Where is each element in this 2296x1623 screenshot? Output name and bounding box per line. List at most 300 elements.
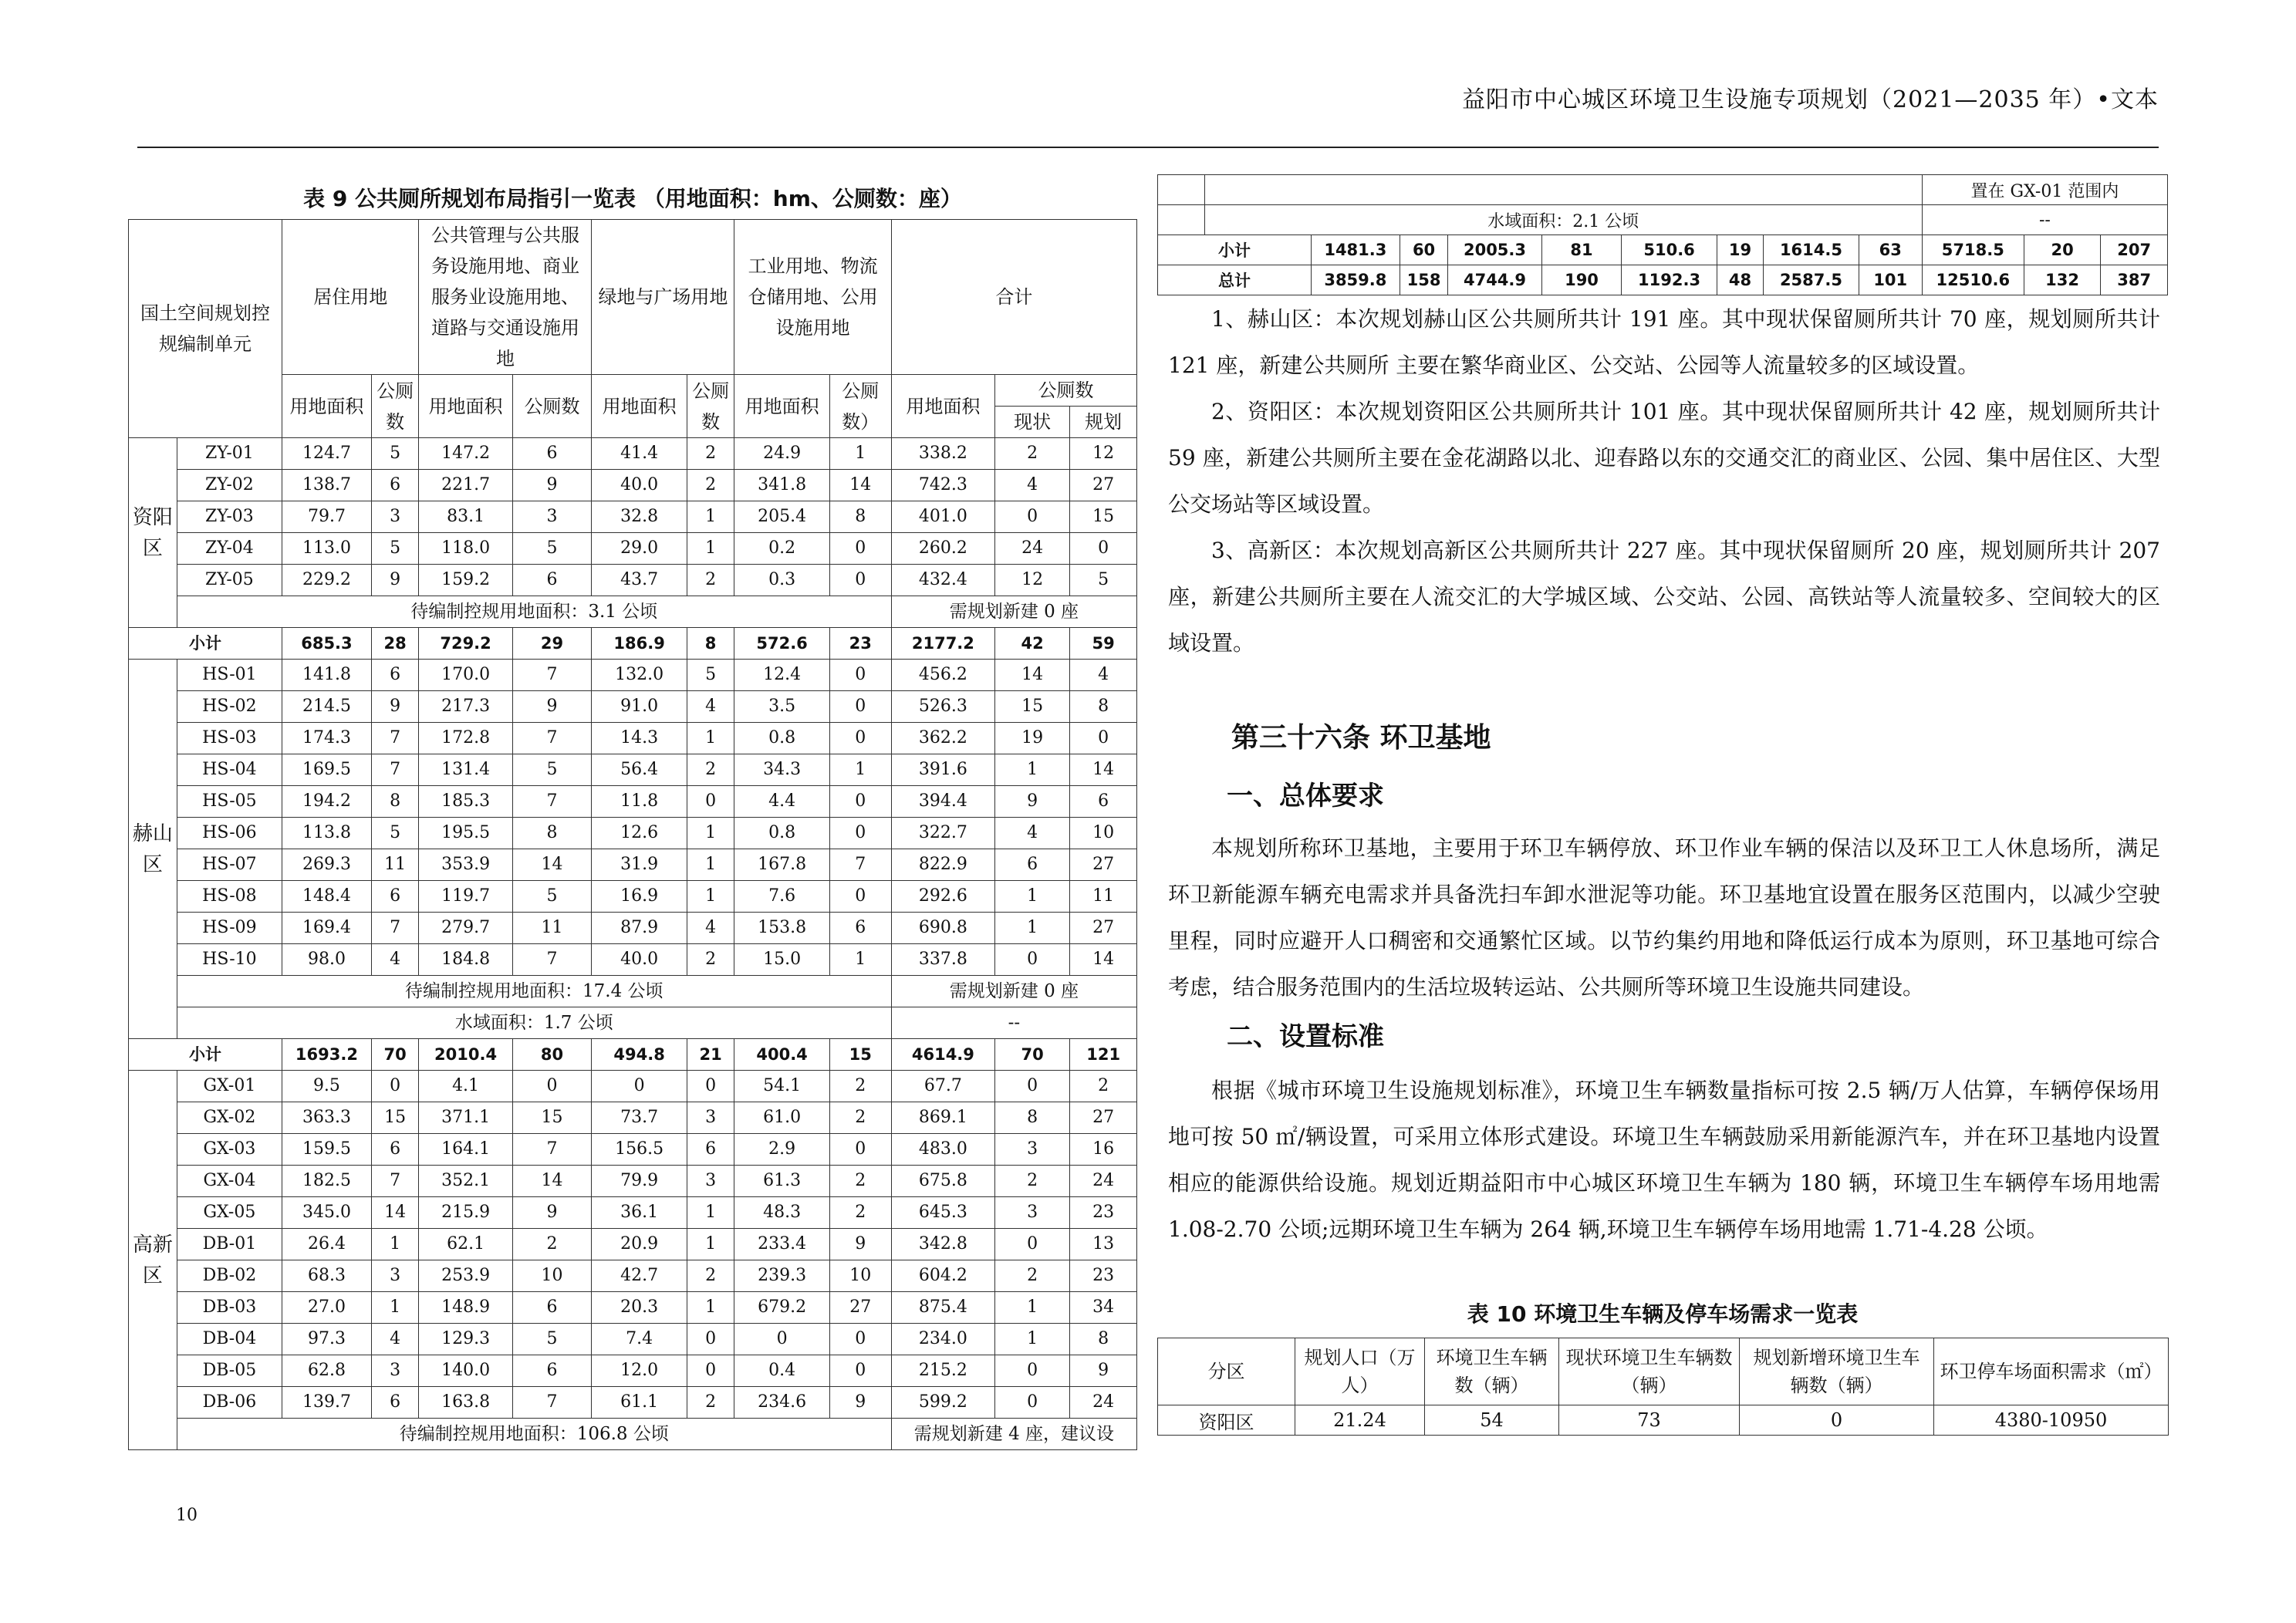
table-cell: 2 [687, 1260, 734, 1292]
table-cell: 19 [1717, 235, 1764, 265]
table-cell: 1 [994, 754, 1069, 786]
unit-code: HS-09 [177, 913, 282, 944]
table-cell: 34.3 [734, 754, 829, 786]
table-cell: 62.8 [282, 1355, 372, 1387]
header-toilets: 公厕数 [687, 375, 734, 438]
table-cell: 27 [1070, 1102, 1137, 1134]
table-cell: 129.3 [419, 1324, 512, 1355]
table-cell: 2177.2 [891, 628, 994, 660]
table-cell: 253.9 [419, 1260, 512, 1292]
unit-code: ZY-03 [177, 501, 282, 533]
unit-code: DB-05 [177, 1355, 282, 1387]
table-cell: 2 [687, 754, 734, 786]
header-total-toilets: 公厕数 [994, 375, 1136, 407]
table-cell: 353.9 [419, 849, 512, 881]
table-cell: 0 [512, 1071, 592, 1102]
table-cell: 2 [687, 1387, 734, 1419]
table-cell: 6 [371, 881, 419, 913]
table-cell: 3 [687, 1102, 734, 1134]
table-cell: 27 [829, 1292, 891, 1324]
table-cell: 456.2 [891, 660, 994, 691]
table-cell: 4744.9 [1448, 265, 1541, 295]
table-cell: 0 [687, 1071, 734, 1102]
table-cell: 9.5 [282, 1071, 372, 1102]
table-cell: 0 [829, 533, 891, 565]
table-cell: 239.3 [734, 1260, 829, 1292]
table-cell: 61.3 [734, 1166, 829, 1197]
table-cell: 0 [829, 691, 891, 723]
table-cell: 4 [994, 818, 1069, 849]
table-cell: 7 [371, 754, 419, 786]
table-cell: 0 [994, 1229, 1069, 1260]
table-cell: 0 [829, 786, 891, 818]
note-right: 需规划新建 0 座 [891, 976, 1136, 1007]
table-cell: 27 [1070, 470, 1137, 501]
table-cell: 0.3 [734, 565, 829, 596]
unit-code: DB-01 [177, 1229, 282, 1260]
table-cell: 8 [829, 501, 891, 533]
section-title-general: 一、总体要求 [1227, 781, 1384, 812]
table-cell: 1 [829, 754, 891, 786]
table-cell: 32.8 [592, 501, 687, 533]
subtotal-row [129, 1039, 1137, 1071]
table-cell: 0.8 [734, 723, 829, 754]
paragraph-ziyang: 2、资阳区：本次规划资阳区公共厕所共计 101 座。其中现状保留厕所共计 42 座，规划厕所共计 59 座，新建公共厕所主要在金花湖路以北、迎春路以东的交通交汇的商业区、公园、集中居住区、大型公交场站等区域设置。 [1168, 399, 2160, 517]
table-cell: 139.7 [282, 1387, 372, 1419]
table10-header: 环卫停车场面积需求（㎡） [1934, 1338, 2169, 1405]
table-cell: 3859.8 [1312, 265, 1400, 295]
header-unit: 国土空间规划控规编制单元 [129, 220, 282, 438]
table-cell: 60 [1400, 235, 1448, 265]
table-cell: 159.2 [419, 565, 512, 596]
district-cell: 高新区 [129, 1071, 177, 1450]
table-cell: 5 [371, 818, 419, 849]
table-cell: 81 [1541, 235, 1622, 265]
table-cell: 8 [512, 818, 592, 849]
table-cell: 61.1 [592, 1387, 687, 1419]
unit-code: HS-07 [177, 849, 282, 881]
table-cell: 158 [1400, 265, 1448, 295]
table-cell: 113.8 [282, 818, 372, 849]
header-toilets: 公厕数 [371, 375, 419, 438]
subtotal-label: 小计 [129, 1039, 282, 1071]
table-cell: 1 [687, 1292, 734, 1324]
table-cell: 0 [994, 944, 1069, 976]
table10-header: 分区 [1158, 1338, 1295, 1405]
table-cell: 5 [512, 533, 592, 565]
table-cell: 0 [1740, 1405, 1934, 1436]
note-row [129, 1419, 1137, 1450]
table-cell: 8 [994, 1102, 1069, 1134]
table-cell: 1 [829, 944, 891, 976]
table-cell: 214.5 [282, 691, 372, 723]
table-cell: 113.0 [282, 533, 372, 565]
table-cell: 101 [1859, 265, 1922, 295]
unit-code: GX-03 [177, 1134, 282, 1166]
table-row [129, 533, 1137, 565]
table-cell: 363.3 [282, 1102, 372, 1134]
unit-code: HS-05 [177, 786, 282, 818]
table-cell: 822.9 [891, 849, 994, 881]
table-cell: 394.4 [891, 786, 994, 818]
table-cell: 4.4 [734, 786, 829, 818]
table-row [1158, 1405, 2169, 1436]
table-cell: 2 [512, 1229, 592, 1260]
table-cell: 2 [994, 1166, 1069, 1197]
unit-code: DB-04 [177, 1324, 282, 1355]
table-cell: 7.6 [734, 881, 829, 913]
header-area: 用地面积 [592, 375, 687, 438]
table-cell: 132.0 [592, 660, 687, 691]
table-cell: 10 [829, 1260, 891, 1292]
table-cell: 3 [994, 1134, 1069, 1166]
table-cell: 159.5 [282, 1134, 372, 1166]
table-cell: 12 [994, 565, 1069, 596]
table-cell: 170.0 [419, 660, 512, 691]
table-cell: 14 [1070, 754, 1137, 786]
table-cell: 70 [371, 1039, 419, 1071]
table-cell: 400.4 [734, 1039, 829, 1071]
table-row [129, 470, 1137, 501]
table-cell: 54 [1425, 1405, 1559, 1436]
table-cell: 16 [1070, 1134, 1137, 1166]
table-cell: 675.8 [891, 1166, 994, 1197]
table-cell: 2 [994, 1260, 1069, 1292]
table-cell: 0 [829, 660, 891, 691]
table-cell: 6 [371, 1387, 419, 1419]
table-cell: 1693.2 [282, 1039, 372, 1071]
table-cell: 362.2 [891, 723, 994, 754]
table-cell: 13 [1070, 1229, 1137, 1260]
unit-code: ZY-05 [177, 565, 282, 596]
table-cell: 7 [371, 1166, 419, 1197]
table-cell: 9 [994, 786, 1069, 818]
table-cell: 7 [512, 1134, 592, 1166]
table-cell: 185.3 [419, 786, 512, 818]
table-cell: 0 [829, 565, 891, 596]
table-row [129, 1229, 1137, 1260]
note-right: 需规划新建 0 座 [891, 596, 1136, 628]
table-cell: 4 [371, 944, 419, 976]
unit-code: HS-01 [177, 660, 282, 691]
table-cell: 23 [1070, 1260, 1137, 1292]
table-cell: 174.3 [282, 723, 372, 754]
table-cell: 0.8 [734, 818, 829, 849]
table-cell: 14 [512, 849, 592, 881]
table-cell: 1481.3 [1312, 235, 1400, 265]
header-residential: 居住用地 [282, 220, 419, 375]
table-row [129, 944, 1137, 976]
table-cell: 153.8 [734, 913, 829, 944]
table-cell: 167.8 [734, 849, 829, 881]
table-cell: 48 [1717, 265, 1764, 295]
table-cell: 34 [1070, 1292, 1137, 1324]
table-cell: 4 [994, 470, 1069, 501]
table-cell: 5 [687, 660, 734, 691]
unit-code: DB-02 [177, 1260, 282, 1292]
table-cell: 147.2 [419, 438, 512, 470]
table-cell: 2005.3 [1448, 235, 1541, 265]
table-cell: 27 [1070, 849, 1137, 881]
table-cell: 36.1 [592, 1197, 687, 1229]
table-row [129, 1197, 1137, 1229]
header-area: 用地面积 [419, 375, 512, 438]
table-cell: 87.9 [592, 913, 687, 944]
table-cell: 205.4 [734, 501, 829, 533]
table-row [129, 723, 1137, 754]
table-cell: 1 [994, 881, 1069, 913]
header-toilets: 公厕数 [512, 375, 592, 438]
table-cell: 352.1 [419, 1166, 512, 1197]
table-row [129, 501, 1137, 533]
table-cell: 12.4 [734, 660, 829, 691]
table-cell: 260.2 [891, 533, 994, 565]
table-cell: 6 [1070, 786, 1137, 818]
table-cell: 5 [371, 438, 419, 470]
table-cell: 118.0 [419, 533, 512, 565]
table-cell: 391.6 [891, 754, 994, 786]
table-cell: 0 [1070, 723, 1137, 754]
table-row [129, 913, 1137, 944]
unit-code: GX-05 [177, 1197, 282, 1229]
unit-code: GX-04 [177, 1166, 282, 1197]
table-cell: 1614.5 [1764, 235, 1859, 265]
unit-code: HS-10 [177, 944, 282, 976]
table-cell: 131.4 [419, 754, 512, 786]
table-cell: 2 [1070, 1071, 1137, 1102]
table-cell: 21 [687, 1039, 734, 1071]
table-cell: 63 [1859, 235, 1922, 265]
table-cell: 9 [1070, 1355, 1137, 1387]
table-cell: 322.7 [891, 818, 994, 849]
table-cell: 182.5 [282, 1166, 372, 1197]
table-cell: 5 [512, 754, 592, 786]
table-cell: 19 [994, 723, 1069, 754]
table-row [129, 1071, 1137, 1102]
table-cell: 0 [687, 1355, 734, 1387]
unit-code: GX-01 [177, 1071, 282, 1102]
table-cell: 279.7 [419, 913, 512, 944]
table9-caption: 表 9 公共厕所规划布局指引一览表 （用地面积：hm、公厕数：座） [303, 186, 962, 211]
note-left: 待编制控规用地面积：3.1 公顷 [177, 596, 891, 628]
table-cell: 42.7 [592, 1260, 687, 1292]
table9-note-right: 置在 GX-01 范围内 [1922, 175, 2167, 205]
table-cell: 4.1 [419, 1071, 512, 1102]
table-cell: 2010.4 [419, 1039, 512, 1071]
table-cell: 7 [512, 944, 592, 976]
table-cell: 371.1 [419, 1102, 512, 1134]
table-cell: 资阳区 [1158, 1405, 1295, 1436]
table-cell: 215.9 [419, 1197, 512, 1229]
table-cell: 9 [371, 691, 419, 723]
table-cell: 869.1 [891, 1102, 994, 1134]
table-cell: 16.9 [592, 881, 687, 913]
table-cell: 6 [371, 470, 419, 501]
table-cell: 21.24 [1295, 1405, 1425, 1436]
table-cell: 70 [994, 1039, 1069, 1071]
table-cell: 73.7 [592, 1102, 687, 1134]
table-cell: 234.0 [891, 1324, 994, 1355]
table10 [1157, 1338, 2169, 1436]
table-cell: 7 [512, 660, 592, 691]
subtotal-row [129, 628, 1137, 660]
table-cell: 0 [994, 501, 1069, 533]
table-cell: 24 [1070, 1166, 1137, 1197]
table-cell: 3 [994, 1197, 1069, 1229]
table-cell: 221.7 [419, 470, 512, 501]
table-cell: 729.2 [419, 628, 512, 660]
table-cell: 0 [687, 1324, 734, 1355]
table-cell: 68.3 [282, 1260, 372, 1292]
page-number: 10 [176, 1506, 198, 1525]
table-cell: 2587.5 [1764, 265, 1859, 295]
table-cell: 40.0 [592, 944, 687, 976]
table9-water-right: -- [1922, 205, 2167, 235]
table-cell: 141.8 [282, 660, 372, 691]
table-cell: 79.7 [282, 501, 372, 533]
note-left: 待编制控规用地面积：17.4 公顷 [177, 976, 891, 1007]
note-left: 待编制控规用地面积：106.8 公顷 [177, 1419, 891, 1450]
table-cell: 15 [512, 1102, 592, 1134]
table9-continued [1157, 174, 2168, 295]
header-industrial: 工业用地、物流仓储用地、公用设施用地 [734, 220, 891, 375]
unit-code: GX-02 [177, 1102, 282, 1134]
table-cell: 148.4 [282, 881, 372, 913]
table-cell: 12.6 [592, 818, 687, 849]
table-row [129, 1102, 1137, 1134]
table-cell: 337.8 [891, 944, 994, 976]
table-cell: 8 [687, 628, 734, 660]
table9-note-left [1204, 175, 1922, 205]
table-cell: 5 [512, 881, 592, 913]
table-cell: 4380-10950 [1934, 1405, 2169, 1436]
table-cell: 269.3 [282, 849, 372, 881]
table-cell: 24 [1070, 1387, 1137, 1419]
table-cell: 0 [829, 723, 891, 754]
table-cell: 6 [371, 1134, 419, 1166]
table-cell: 3 [371, 1355, 419, 1387]
table-row [129, 1292, 1137, 1324]
table-cell: 14 [829, 470, 891, 501]
table-cell: 163.8 [419, 1387, 512, 1419]
table-cell: 3.5 [734, 691, 829, 723]
table-cell: 1 [687, 818, 734, 849]
table-cell: 9 [829, 1229, 891, 1260]
table-cell: 2 [829, 1102, 891, 1134]
table-cell: 0 [734, 1324, 829, 1355]
table-cell: 6 [829, 913, 891, 944]
unit-code: ZY-02 [177, 470, 282, 501]
paragraph-base-definition: 本规划所称环卫基地，主要用于环卫车辆停放、环卫作业车辆的保洁以及环卫工人休息场所，满足环卫新能源车辆充电需求并具备洗扫车卸水泄泥等功能。环卫基地宜设置在服务区范围内，以减少空驶里程，同时应避开人口稠密和交通繁忙区域。以节约集约用地和降低运行成本为原则，环卫基地可综合考虑，结合服务范围内的生活垃圾转运站、公共厕所等环境卫生设施共同建设。 [1168, 835, 2160, 1000]
table-cell: 9 [512, 1197, 592, 1229]
unit-code: HS-02 [177, 691, 282, 723]
header-rule [137, 147, 2159, 148]
table-cell: 27.0 [282, 1292, 372, 1324]
table-cell: 341.8 [734, 470, 829, 501]
table-cell: 186.9 [592, 628, 687, 660]
table-cell: 387 [2101, 265, 2168, 295]
table-cell: 15 [371, 1102, 419, 1134]
table-cell: 0 [829, 1324, 891, 1355]
table-cell: 119.7 [419, 881, 512, 913]
table-cell: 4 [687, 913, 734, 944]
table-cell: 0 [829, 818, 891, 849]
table-cell: 510.6 [1622, 235, 1717, 265]
table9-water-note: 水域面积：2.1 公顷 [1204, 205, 1922, 235]
table-cell: 483.0 [891, 1134, 994, 1166]
table-cell: 6 [512, 565, 592, 596]
table10-header: 规划人口（万人） [1295, 1338, 1425, 1405]
table-cell: 645.3 [891, 1197, 994, 1229]
table-cell: 217.3 [419, 691, 512, 723]
table-cell: 26.4 [282, 1229, 372, 1260]
unit-code: HS-03 [177, 723, 282, 754]
table10-header: 规划新增环境卫生车辆数（辆） [1740, 1338, 1934, 1405]
note-right: -- [891, 1007, 1136, 1039]
table-cell: 401.0 [891, 501, 994, 533]
table-cell: 24 [994, 533, 1069, 565]
paragraph-standard: 根据《城市环境卫生设施规划标准》，环境卫生车辆数量指标可按 2.5 辆/万人估算，车辆停保场用地可按 50 ㎡/辆设置，可采用立体形式建设。环境卫生车辆鼓励采用新能源汽车，并在环卫基地内设置相应的能源供给设施。规划近期益阳市中心城区环境卫生车辆为 180 辆，环境卫生车辆停车场用地需 1.08-2.70 公顷;远期环境卫生车辆为 264 辆,环境卫生车辆停车场用地需 1.71-4.28 公顷。 [1168, 1078, 2160, 1242]
table-cell: 5 [1070, 565, 1137, 596]
table-cell: 156.5 [592, 1134, 687, 1166]
table-cell: 31.9 [592, 849, 687, 881]
table-cell: 98.0 [282, 944, 372, 976]
table-cell: 1 [371, 1292, 419, 1324]
table-cell: 14.3 [592, 723, 687, 754]
table-row [129, 849, 1137, 881]
table-cell: 27 [1070, 913, 1137, 944]
table-cell: 61.0 [734, 1102, 829, 1134]
table-cell: 4 [687, 691, 734, 723]
table-cell: 83.1 [419, 501, 512, 533]
table-cell: 3 [371, 501, 419, 533]
table-cell: 1 [687, 723, 734, 754]
table-cell: 604.2 [891, 1260, 994, 1292]
table-cell: 124.7 [282, 438, 372, 470]
header-total: 合计 [891, 220, 1136, 375]
table-cell: 2 [994, 438, 1069, 470]
table-cell: 0 [994, 1355, 1069, 1387]
table-cell: 685.3 [282, 628, 372, 660]
table-cell: 15 [829, 1039, 891, 1071]
table-cell: 14 [512, 1166, 592, 1197]
table-cell: 0.4 [734, 1355, 829, 1387]
table-cell: 345.0 [282, 1197, 372, 1229]
table-cell: 6 [512, 438, 592, 470]
table-row [129, 1355, 1137, 1387]
table-cell: 8 [1070, 1324, 1137, 1355]
table-row [129, 1324, 1137, 1355]
table-cell: 1 [994, 1292, 1069, 1324]
table-cell: 742.3 [891, 470, 994, 501]
table-cell: 2 [829, 1197, 891, 1229]
note-left: 水域面积：1.7 公顷 [177, 1007, 891, 1039]
paragraph-gaoxin: 3、高新区：本次规划高新区公共厕所共计 227 座。其中现状保留厕所 20 座，规划厕所共计 207 座，新建公共厕所主要在人流交汇的大学城区域、公交站、公园、高铁站等人流量较多、空间较大的区域设置。 [1168, 538, 2160, 656]
table-cell: 7 [512, 723, 592, 754]
table-cell: 9 [512, 691, 592, 723]
table-cell: 11.8 [592, 786, 687, 818]
table-cell: 0 [994, 1387, 1069, 1419]
table-cell: 1 [687, 881, 734, 913]
table-cell: 3 [371, 1260, 419, 1292]
header-total-area: 用地面积 [891, 375, 994, 438]
table-cell: 2 [687, 944, 734, 976]
table-cell: 8 [1070, 691, 1137, 723]
row-label: 小计 [1158, 235, 1312, 265]
table-cell: 215.2 [891, 1355, 994, 1387]
table-cell: 1 [687, 501, 734, 533]
table-row [129, 660, 1137, 691]
